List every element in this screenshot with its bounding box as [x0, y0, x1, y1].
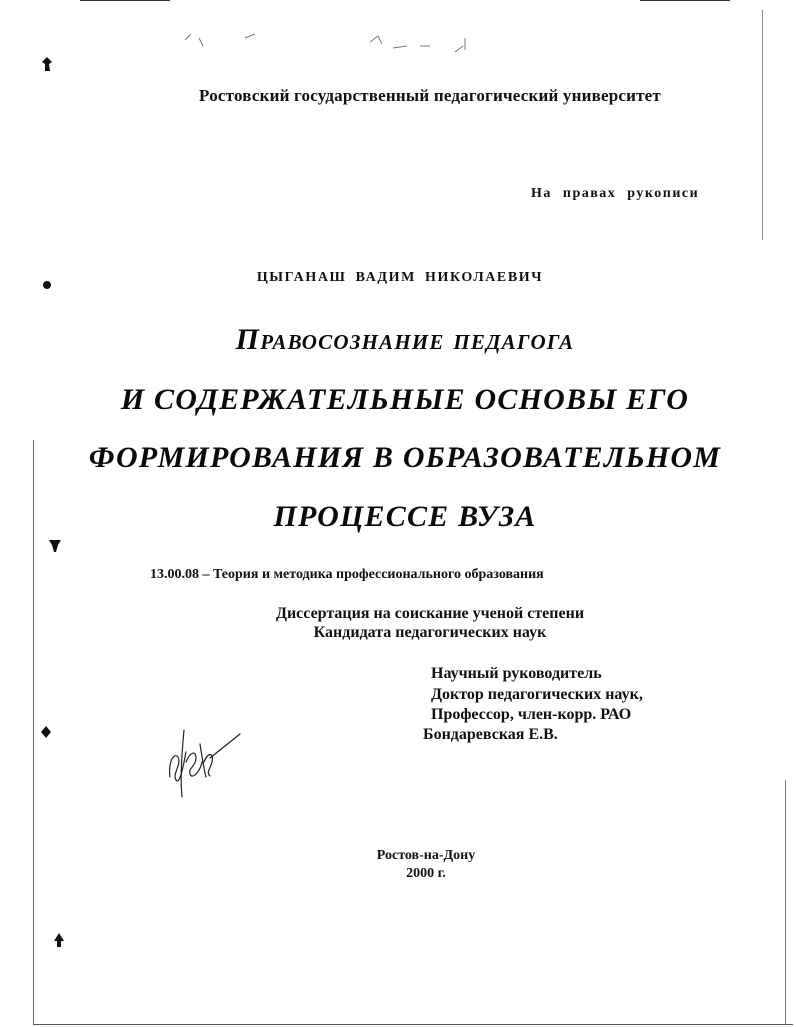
top-edge-mark-right: [640, 0, 730, 1]
title-line-3: ФОРМИРОВАНИЯ В ОБРАЗОВАТЕЛЬНОМ: [88, 441, 722, 474]
supervisor-role: Научный руководитель: [431, 665, 602, 682]
supervisor-name: Бондаревская Е.В.: [423, 726, 558, 743]
bottom-edge-line: [33, 1024, 793, 1025]
university-name: Ростовский государственный педагогический университет: [199, 86, 661, 105]
manuscript-note: На правах рукописи: [531, 186, 700, 201]
city: Ростов-на-Дону: [376, 848, 476, 863]
supervisor-degree: Доктор педагогических наук,: [431, 686, 643, 703]
supervisor-title: Профессор, член-корр. РАО: [431, 706, 632, 723]
dissertation-line-2: Кандидата педагогических наук: [313, 624, 547, 641]
title-line-1: Правосознание педагога: [235, 323, 575, 356]
year: 2000 г.: [406, 866, 446, 881]
binding-hole-mark-3: [48, 537, 62, 553]
right-edge-line-lower: [785, 780, 786, 1024]
title-line-4: ПРОЦЕССЕ ВУЗА: [273, 500, 537, 533]
binding-hole-mark-4: [41, 726, 51, 738]
binding-hole-mark-1: [40, 56, 54, 72]
title-line-2: И СОДЕРЖАТЕЛЬНЫЕ ОСНОВЫ ЕГО: [120, 383, 690, 416]
binding-hole-mark-5: [53, 933, 65, 947]
right-edge-line: [762, 10, 763, 240]
faint-stamp-scribbles: [165, 28, 485, 58]
dissertation-line-1: Диссертация на соискание ученой степени: [275, 605, 585, 622]
author-name: ЦЫГАНАШ ВАДИМ НИКОЛАЕВИЧ: [256, 270, 544, 285]
handwritten-signature: [160, 722, 250, 802]
top-edge-mark-left: [80, 0, 170, 1]
specialty-code: 13.00.08 – Теория и методика профессионального образования: [150, 567, 544, 582]
